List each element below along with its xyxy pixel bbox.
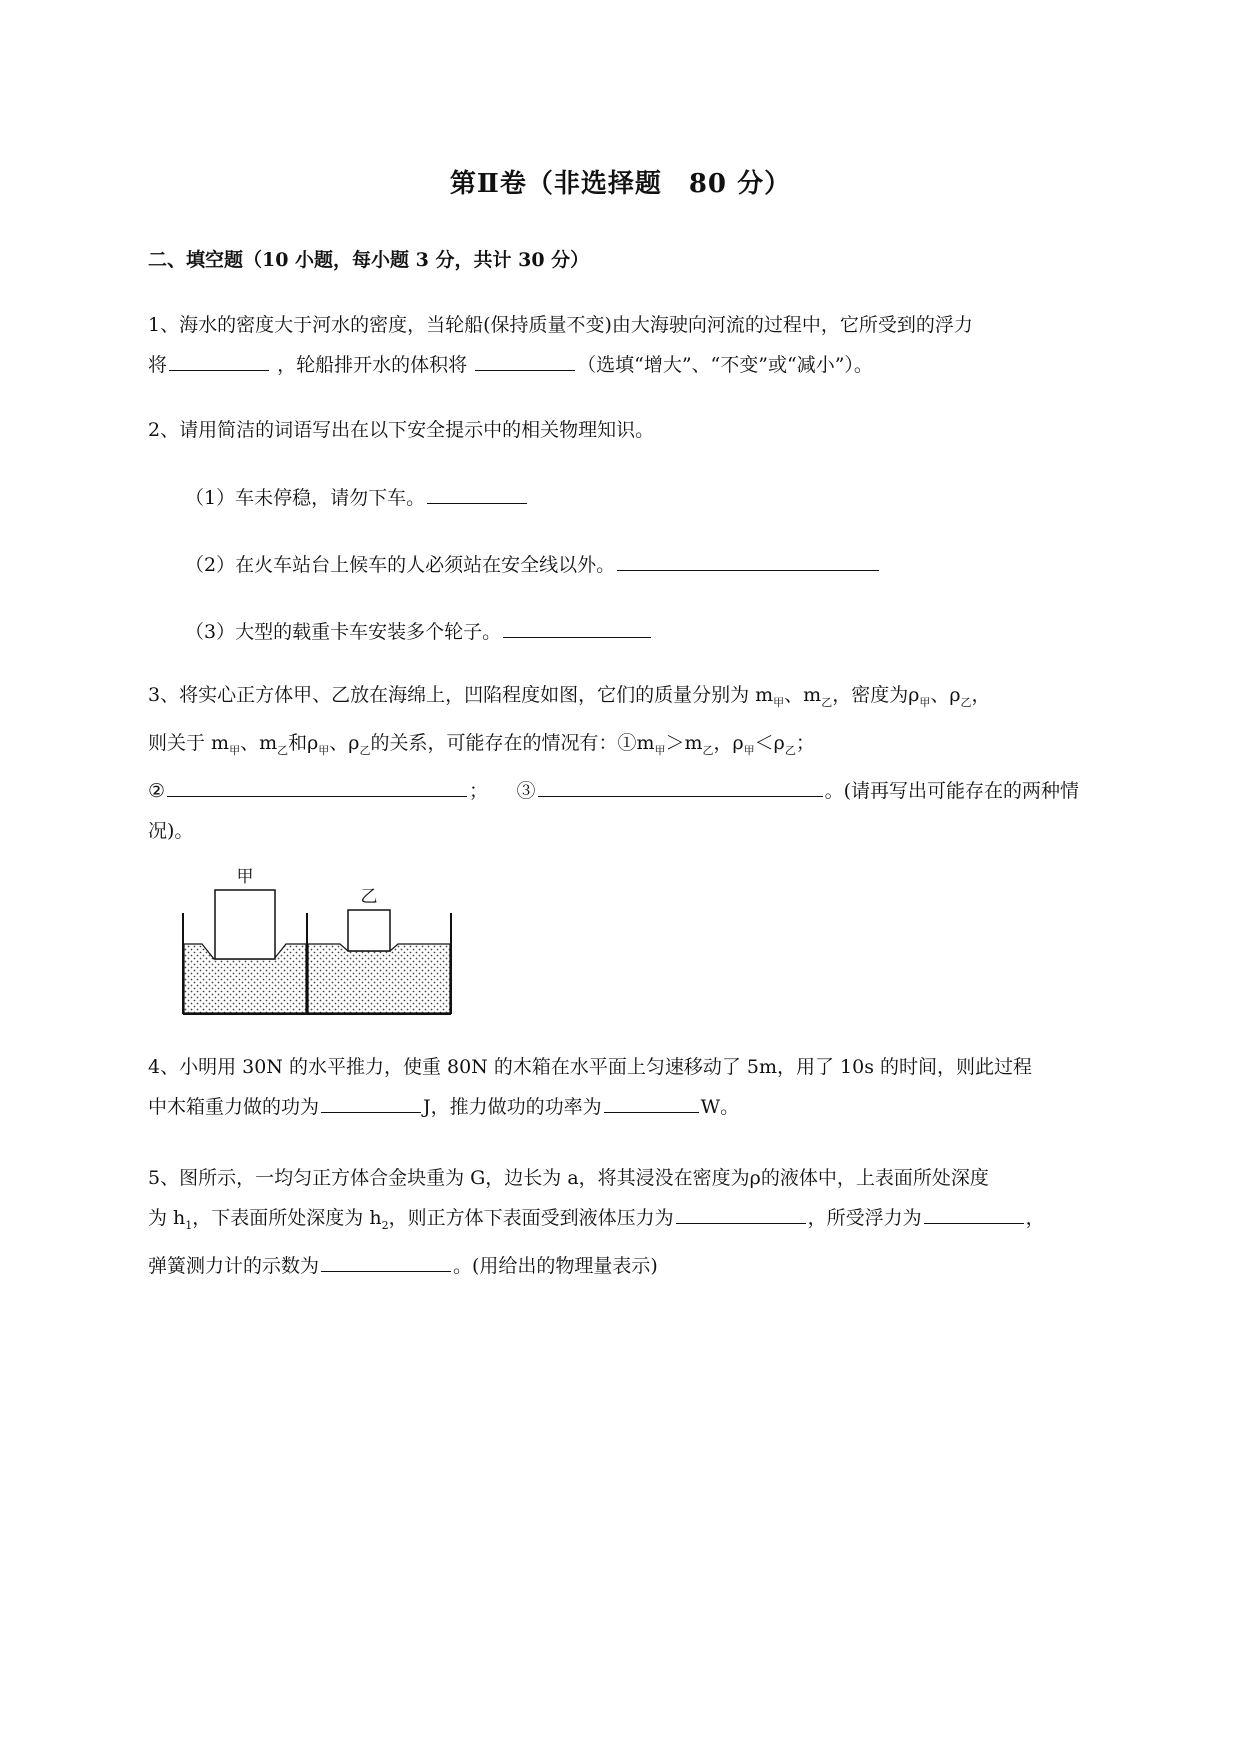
answer-blank-1a[interactable] [169, 348, 269, 371]
question-2-item-3-text: （3）大型的载重卡车安装多个轮子。 [185, 621, 502, 643]
q4-text: W。 [700, 1096, 740, 1118]
q3-text: ，密度为ρ [832, 684, 920, 706]
subscript-yi: 乙 [277, 743, 289, 757]
subscript-jia: 甲 [773, 695, 785, 709]
question-4-line-2 [148, 1087, 1148, 1127]
subscript-1: 1 [185, 1218, 193, 1232]
sponge-right [308, 944, 450, 1013]
answer-blank-2-3[interactable] [503, 615, 651, 638]
subscript-jia: 甲 [229, 743, 241, 757]
question-5-line-3 [148, 1246, 1148, 1286]
question-3 [148, 675, 1148, 851]
q3-text: ， [971, 684, 991, 706]
cube-jia [215, 890, 275, 959]
question-5 [148, 1158, 1148, 1286]
q3-text: 。(请再写出可能存在的两种情 [824, 779, 1079, 802]
question-4 [148, 1047, 1148, 1127]
subscript-yi: 乙 [702, 743, 714, 757]
answer-blank-2-2[interactable] [617, 548, 879, 571]
question-4-line-1: 4、小明用 30N 的水平推力，使重 80N 的木箱在水平面上匀速移动了 5m，用了 10s 的时间，则此过程 [148, 1056, 1033, 1078]
question-3-line-3 [148, 771, 1148, 811]
q5-text: 。(用给出的物理量表示) [453, 1254, 658, 1277]
answer-blank-3-2[interactable] [167, 774, 467, 797]
question-2-item-1-text: （1）车未停稳，请勿下车。 [185, 487, 426, 509]
answer-blank-4a[interactable] [321, 1090, 421, 1113]
q5-text: ， [1025, 1207, 1045, 1229]
q3-text: 3、将实心正方体甲、乙放在海绵上，凹陷程度如图，它们的质量分别为 m [148, 684, 774, 706]
question-2-item-2-text: （2）在火车站台上候车的人必须站在安全线以外。 [185, 554, 616, 576]
q3-text: ； [795, 731, 815, 754]
answer-blank-5b[interactable] [924, 1201, 1024, 1224]
question-2-item-3 [185, 612, 653, 652]
q3-text: ＞m [665, 731, 703, 754]
sponge-figure [178, 858, 458, 1022]
question-2-intro: 2、请用简洁的词语写出在以下安全提示中的相关物理知识。 [148, 419, 655, 441]
q3-text: ； ③ [469, 779, 536, 802]
answer-blank-3-3[interactable] [538, 774, 823, 797]
q3-text: 、ρ [329, 731, 360, 754]
label-yi: 乙 [360, 887, 378, 907]
subscript-2: 2 [381, 1218, 389, 1232]
question-3-line-4: 况)。 [148, 819, 194, 842]
q4-text: J，推力做功的功率为 [423, 1096, 602, 1118]
answer-blank-5c[interactable] [321, 1249, 451, 1272]
subscript-yi: 乙 [821, 695, 833, 709]
subscript-jia: 甲 [654, 743, 666, 757]
subscript-yi: 乙 [359, 743, 371, 757]
q3-text: 、ρ [930, 684, 961, 706]
question-1-text-a: 将 [148, 354, 168, 376]
question-1-text-b: ，轮船排开水的体积将 [277, 354, 468, 376]
subscript-yi: 乙 [960, 695, 972, 709]
question-3-line-2 [148, 723, 1148, 771]
label-jia: 甲 [236, 867, 254, 887]
q5-text: 为 h [148, 1207, 186, 1229]
q3-text: ＜ρ [754, 731, 785, 754]
q5-text: ，则正方体下表面受到液体压力为 [388, 1207, 674, 1229]
question-2-item-1 [185, 478, 529, 518]
q3-text: 则关于 m [148, 731, 230, 754]
section-heading: 二、填空题（10 小题，每小题 3 分，共计 30 分） [148, 249, 590, 271]
question-5-line-1: 5、图所示，一均匀正方体合金块重为 G，边长为 a，将其浸没在密度为ρ的液体中，上表面所处深度 [148, 1167, 989, 1189]
question-2-item-2 [185, 545, 881, 585]
q3-text: 和ρ [288, 731, 319, 754]
question-1-text-c: （选填“增大”、“不变”或“减小”）。 [577, 354, 873, 376]
question-1 [148, 305, 1148, 385]
q3-text: 、m [240, 731, 278, 754]
q3-text: 、m [784, 684, 822, 706]
page-title: 第Ⅱ卷（非选择题 80 分） [449, 169, 792, 199]
q4-text: 中木箱重力做的功为 [148, 1096, 320, 1118]
answer-blank-1b[interactable] [475, 348, 575, 371]
q5-text: 弹簧测力计的示数为 [148, 1254, 320, 1277]
question-1-line-2 [148, 345, 1148, 385]
subscript-jia: 甲 [919, 695, 931, 709]
question-5-line-2 [148, 1198, 1148, 1246]
q3-text: ② [148, 779, 166, 802]
subscript-jia: 甲 [743, 743, 755, 757]
question-3-line-1 [148, 675, 1148, 723]
cube-yi [348, 910, 390, 951]
q5-text: ，所受浮力为 [807, 1207, 922, 1229]
answer-blank-2-1[interactable] [427, 481, 527, 504]
sponge-diagram [178, 858, 458, 1018]
answer-blank-4b[interactable] [604, 1090, 699, 1113]
q3-text: 的关系，可能存在的情况有：①m [370, 731, 655, 754]
question-1-line-1: 1、海水的密度大于河水的密度，当轮船(保持质量不变)由大海驶向河流的过程中，它所受到的浮力 [148, 314, 973, 336]
answer-blank-5a[interactable] [676, 1201, 806, 1224]
subscript-yi: 乙 [784, 743, 796, 757]
q5-text: ，下表面所处深度为 h [192, 1207, 382, 1229]
subscript-jia: 甲 [318, 743, 330, 757]
q3-text: ，ρ [713, 731, 744, 754]
